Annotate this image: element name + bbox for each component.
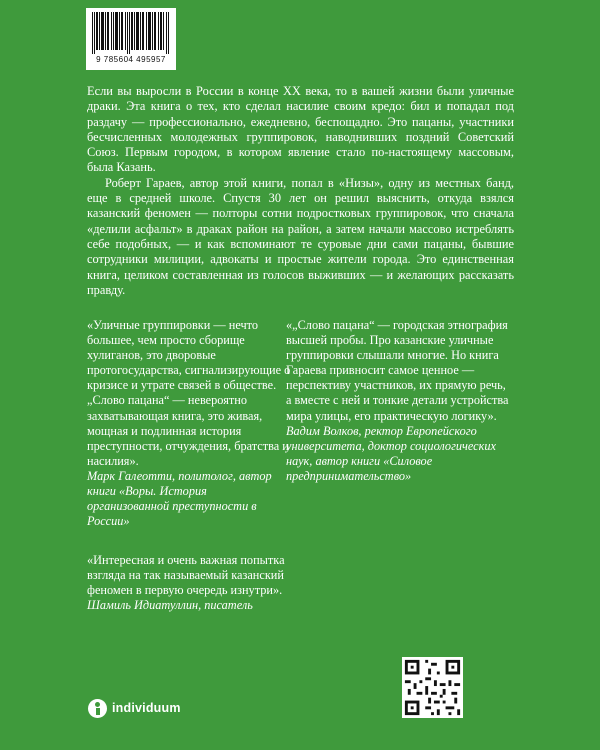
book-description [87,84,514,298]
info-i-icon [88,699,107,718]
review-quote [286,318,511,484]
isbn-digits: 9 785604 495957 [96,55,166,64]
review-quote [87,553,287,613]
description-paragraph: Если вы выросли в России в конце XX века, то в вашей жизни были уличные драки. Эта книга о тех, кто сделал насилие своим кредо: бил и попадал под раздачу — профессионально, ежедневно, беспощадно. Это пацаны, участники бесчисленных молодежных группировок, наводнивших поздний Советский Союз. Первым городом, в котором явление стало по-настоящему массовым, была Казань. [87,84,514,175]
quote-author: Вадим Волков, ректор Европейского университета, доктор социологических наук, автор книги «Силовое предпринимательство» [286,423,496,483]
quote-text: «„Слово пацана“ — городская этнография высшей пробы. Про казанские уличные группировки слышали многие. Но книга Гараева привносит самое ценное — перспективу участников, их прямую речь, а вместе с ней и тонкие детали устройства мира улицы, его практическую логику». [286,318,509,423]
publisher-name: individuum [112,701,181,715]
isbn-barcode [86,8,176,70]
qr-code [402,657,463,718]
quote-author: Шамиль Идиатуллин, писатель [87,598,253,613]
quote-text: «Интересная и очень важная попытка взгляда на так называемый казанский феномен в первую очередь изнутри». [87,553,285,598]
qr-code-icon [402,657,463,718]
review-quote [87,318,292,529]
barcode-bars [92,12,170,54]
quote-text: «Уличные группировки — нечто большее, чем просто сборище хулиганов, это дворовые протогосударства, сигнализирующие о кризисе и утрате связей в обществе. „Слово пацана“ — невероятно захватывающая книга, это живая, мощная и подлинная история преступности, отчуждения, братства и насилия». [87,318,291,468]
publisher-logo [88,696,181,720]
quote-author: Марк Галеотти, политолог, автор книги «Воры. История организованной преступности в России» [87,468,272,529]
description-paragraph: Роберт Гараев, автор этой книги, попал в «Низы», одну из местных банд, еще в средней школе. Спустя 30 лет он решил выяснить, откуда взялся казанский феномен — полторы сотни подростковых группировок, что сначала «делили асфальт» в драках район на район, а затем начали массово истреблять себе подобных, — и как вспоминают те суровые дни сами пацаны, бывшие сотрудники милиции, адвокаты и простые жители города. Это единственная книга, целиком составленная из голосов выживших — и желающих рассказать правду. [87,175,514,297]
